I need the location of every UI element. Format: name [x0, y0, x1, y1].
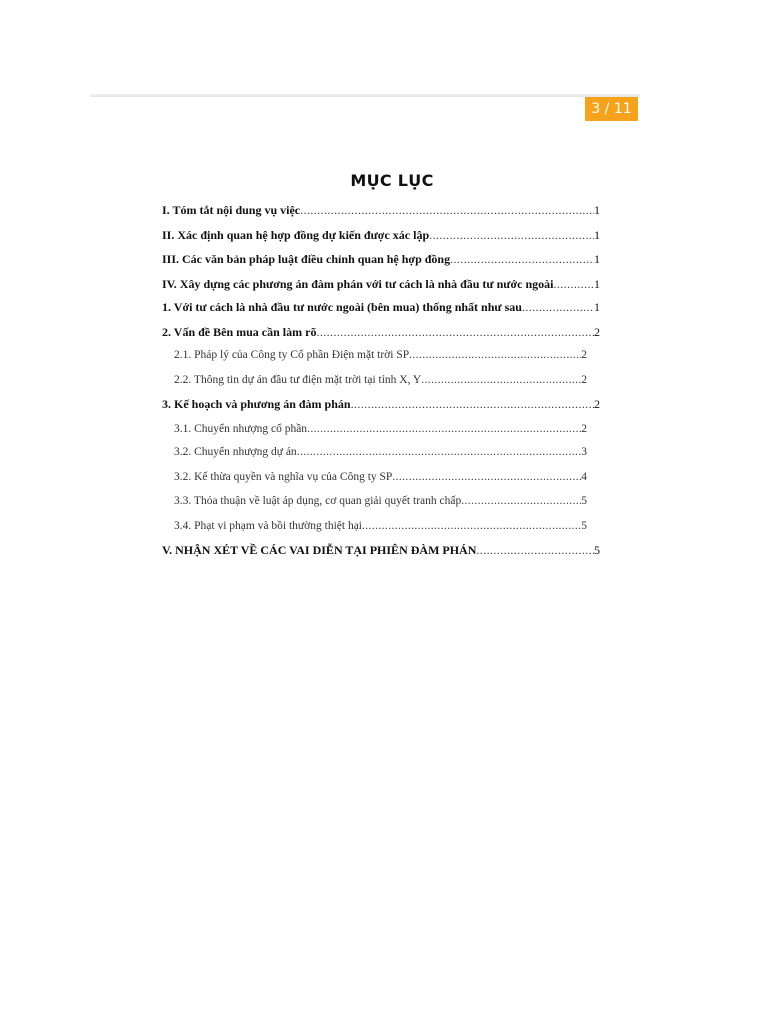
toc-entry-text: III. Các văn bản pháp luật điều chỉnh quan hệ hợp đồng: [162, 252, 451, 266]
toc-entry-text: 3.2. Chuyển nhượng dự án: [174, 446, 297, 458]
toc-entry-text: V. NHẬN XÉT VỀ CÁC VAI DIỄN TẠI PHIÊN ĐÀM PHÁN: [162, 543, 477, 557]
toc-entry[interactable]: [174, 520, 587, 532]
toc-entry[interactable]: [162, 397, 600, 412]
toc-entry-page: 2: [581, 349, 587, 361]
page-top-divider: [90, 94, 640, 97]
toc-entry[interactable]: [174, 349, 587, 361]
toc-leader-dots: [421, 374, 581, 386]
toc-entry[interactable]: [162, 252, 600, 267]
toc-entry-text: 2. Vấn đề Bên mua cần làm rõ: [162, 325, 317, 339]
toc-leader-dots: [362, 520, 581, 532]
toc-entry-text: 3.1. Chuyển nhượng cổ phần: [174, 423, 308, 435]
toc-entry-page: 2: [594, 325, 600, 339]
toc-entry-text: I. Tóm tắt nội dung vụ việc: [162, 203, 301, 217]
toc-entry[interactable]: [162, 325, 600, 340]
toc-entry[interactable]: [174, 446, 587, 458]
toc-leader-dots: [429, 228, 594, 243]
toc-entry-text: IV. Xây dựng các phương án đàm phán với tư cách là nhà đầu tư nước ngoài: [162, 277, 554, 291]
toc-entry-text: II. Xác định quan hệ hợp đồng dự kiến được xác lập: [162, 228, 430, 242]
toc-entry[interactable]: [174, 471, 587, 483]
toc-entry[interactable]: [162, 300, 600, 315]
toc-leader-dots: [461, 495, 581, 507]
toc-entry-page: 1: [594, 300, 600, 314]
toc-leader-dots: [392, 471, 581, 483]
toc-entry-page: 3: [581, 446, 587, 458]
toc-entry-page: 1: [594, 203, 600, 217]
toc-entry-page: 1: [594, 228, 600, 242]
toc-entry-text: 3.3. Thỏa thuận về luật áp dụng, cơ quan giải quyết tranh chấp: [174, 495, 462, 507]
toc-leader-dots: [450, 252, 594, 267]
toc-leader-dots: [351, 397, 594, 412]
toc-entry-page: 2: [581, 423, 587, 435]
toc-entry-text: 3.2. Kế thừa quyền và nghĩa vụ của Công ty SP: [174, 471, 393, 483]
toc-entry-page: 5: [594, 543, 600, 557]
toc-entry-page: 2: [594, 397, 600, 411]
toc-entry-text: 2.2. Thông tin dự án đầu tư điện mặt trời tại tỉnh X, Y: [174, 374, 422, 386]
toc-entry-text: 3. Kế hoạch và phương án đàm phán: [162, 397, 351, 411]
toc-entry[interactable]: [162, 543, 600, 558]
toc-leader-dots: [316, 325, 594, 340]
toc-entry[interactable]: [174, 374, 587, 386]
toc-leader-dots: [553, 277, 594, 292]
toc-entry-page: 4: [581, 471, 587, 483]
toc-entry-text: 3.4. Phạt vi phạm và bồi thường thiệt hại: [174, 520, 362, 532]
toc-leader-dots: [409, 349, 581, 361]
toc-entry-page: 1: [594, 277, 600, 291]
toc-leader-dots: [476, 543, 594, 558]
toc-entry-page: 5: [581, 520, 587, 532]
toc-leader-dots: [307, 423, 581, 435]
toc-entry[interactable]: [174, 495, 587, 507]
toc-title: MỤC LỤC: [350, 171, 434, 190]
page-indicator-badge[interactable]: 3 / 11: [585, 97, 638, 121]
toc-entry-page: 2: [581, 374, 587, 386]
toc-entry[interactable]: [174, 423, 587, 435]
toc-leader-dots: [297, 446, 582, 458]
toc-entry-page: 1: [594, 252, 600, 266]
toc-entry[interactable]: [162, 228, 600, 243]
toc-leader-dots: [522, 300, 594, 315]
toc-entry-page: 5: [581, 495, 587, 507]
toc-entry[interactable]: [162, 203, 600, 218]
toc-entry[interactable]: [162, 277, 600, 292]
toc-entry-text: 2.1. Pháp lý của Công ty Cổ phần Điện mặt trời SP: [174, 349, 410, 361]
toc-leader-dots: [300, 203, 594, 218]
toc-entry-text: 1. Với tư cách là nhà đầu tư nước ngoài (bên mua) thống nhất như sau: [162, 300, 522, 314]
